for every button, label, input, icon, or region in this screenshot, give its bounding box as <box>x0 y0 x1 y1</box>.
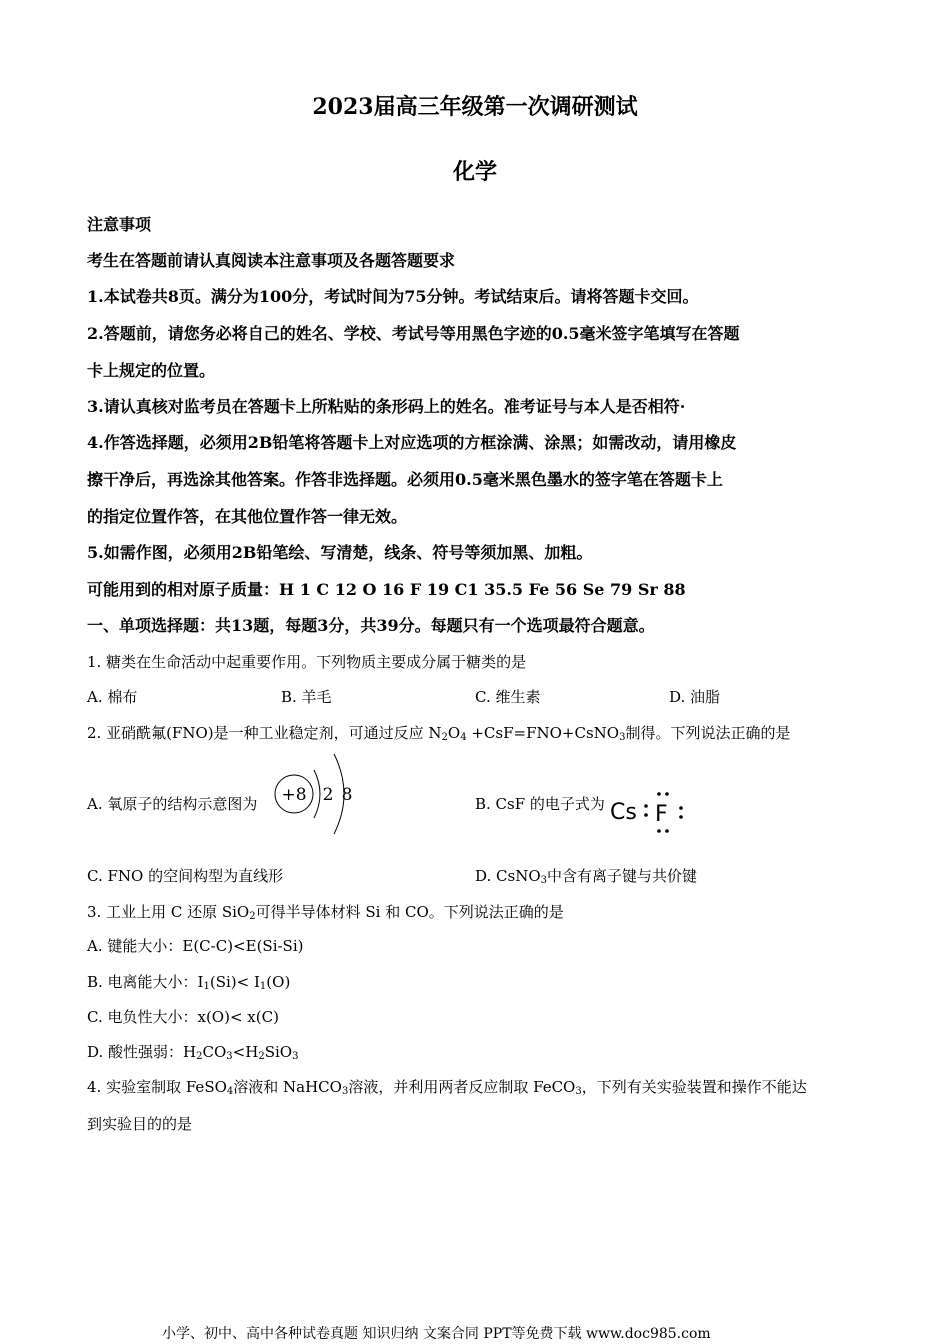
electron-dot <box>644 813 648 817</box>
q1-option-a: A. 棉布 <box>87 688 138 706</box>
page-footer: 小学、初中、高中各种试卷真题 知识归纳 文案合同 PPT等免费下载 www.doc985.com <box>162 1326 711 1342</box>
q3-stem: 3. 工业上用 C 还原 SiO$_2$可得半导体材料 Si 和 CO。下列说法正确的是 <box>87 903 564 922</box>
section-1-heading: 一、单项选择题：共13题，每题3分，共39分。每题只有一个选项最符合题意。 <box>87 616 655 635</box>
q2-option-c: C. FNO 的空间构型为直线形 <box>87 867 284 885</box>
q2-option-b: B. CsF 的电子式为 <box>475 795 605 813</box>
electron-dot <box>679 815 683 819</box>
notice-item-2b: 卡上规定的位置。 <box>87 361 216 380</box>
oxygen-atom-structure-diagram <box>272 748 362 838</box>
electron-shell-1-arc <box>314 770 320 818</box>
q1-option-b: B. 羊毛 <box>281 688 332 706</box>
electron-dot <box>657 829 661 833</box>
notice-item-4b: 擦干净后，再选涂其他答案。作答非选择题。必须用0.5毫米黑色墨水的签字笔在答题卡上 <box>87 470 723 489</box>
notice-intro: 考生在答题前请认真阅读本注意事项及各题答题要求 <box>87 251 456 270</box>
q3-option-d: D. 酸性强弱：$H_2CO_3<H_2SiO_3$ <box>87 1043 299 1062</box>
notice-item-4c: 的指定位置作答，在其他位置作答一律无效。 <box>87 507 408 526</box>
shell-2-electrons: 8 <box>341 785 353 805</box>
q3-option-c: C. 电负性大小：x(O)< x(C) <box>87 1008 279 1026</box>
electron-dot <box>665 829 669 833</box>
cs-symbol: Cs <box>610 800 637 825</box>
electron-dot <box>644 804 648 808</box>
q2-option-a: A. 氧原子的结构示意图为 <box>87 795 258 813</box>
notice-heading: 注意事项 <box>87 215 152 234</box>
q3-option-b: B. 电离能大小：$I_1(Si)< I_1(O)$ <box>87 973 291 992</box>
q1-stem: 1. 糖类在生命活动中起重要作用。下列物质主要成分属于糖类的是 <box>87 653 527 671</box>
q2-option-d: D. CsNO$_3$中含有离子键与共价键 <box>475 867 698 886</box>
csf-electron-formula <box>608 782 692 838</box>
notice-item-5: 5.如需作图，必须用2B铅笔绘、写清楚，线条、符号等须加黑、加粗。 <box>87 543 593 562</box>
electron-dot <box>657 792 661 796</box>
exam-title: 2023届高三年级第一次调研测试 <box>312 94 638 120</box>
electron-dot <box>679 806 683 810</box>
shell-1-electrons: 2 <box>322 785 334 805</box>
electron-dot <box>665 792 669 796</box>
nucleus-charge: +8 <box>281 785 307 805</box>
q4-stem-line-2: 到实验目的的是 <box>87 1115 193 1133</box>
notice-item-1: 1.本试卷共8页。满分为100分，考试时间为75分钟。考试结束后。请将答题卡交回。 <box>87 287 699 306</box>
q1-option-c: C. 维生素 <box>475 688 541 706</box>
q1-option-d: D. 油脂 <box>669 688 721 706</box>
notice-item-2a: 2.答题前，请您务必将自己的姓名、学校、考试号等用黑色字迹的0.5毫米签字笔填写在答题 <box>87 324 740 343</box>
q3-option-a: A. 键能大小：E(C-C)<E(Si-Si) <box>87 937 304 955</box>
notice-item-4a: 4.作答选择题，必须用2B铅笔将答题卡上对应选项的方框涂满、涂黑；如需改动，请用橡皮 <box>87 433 737 452</box>
q2-stem: 2. 亚硝酰氟(FNO)是一种工业稳定剂，可通过反应 $N_2O_4$ +CsF=FNO+CsNO$_3$制得。下列说法正确的是 <box>87 724 791 743</box>
subject-title: 化学 <box>452 159 497 185</box>
f-symbol: F <box>655 802 668 827</box>
q4-stem-line-1: 4. 实验室制取 FeSO$_4$溶液和 NaHCO$_3$溶液，并利用两者反应制取 FeCO$_3$，下列有关实验装置和操作不能达 <box>87 1078 807 1097</box>
notice-item-3: 3.请认真核对监考员在答题卡上所粘贴的条形码上的姓名。准考证号与本人是否相符· <box>87 397 686 416</box>
atomic-mass-line: 可能用到的相对原子质量：H 1 C 12 O 16 F 19 C1 35.5 Fe 56 Se 79 Sr 88 <box>87 580 686 599</box>
